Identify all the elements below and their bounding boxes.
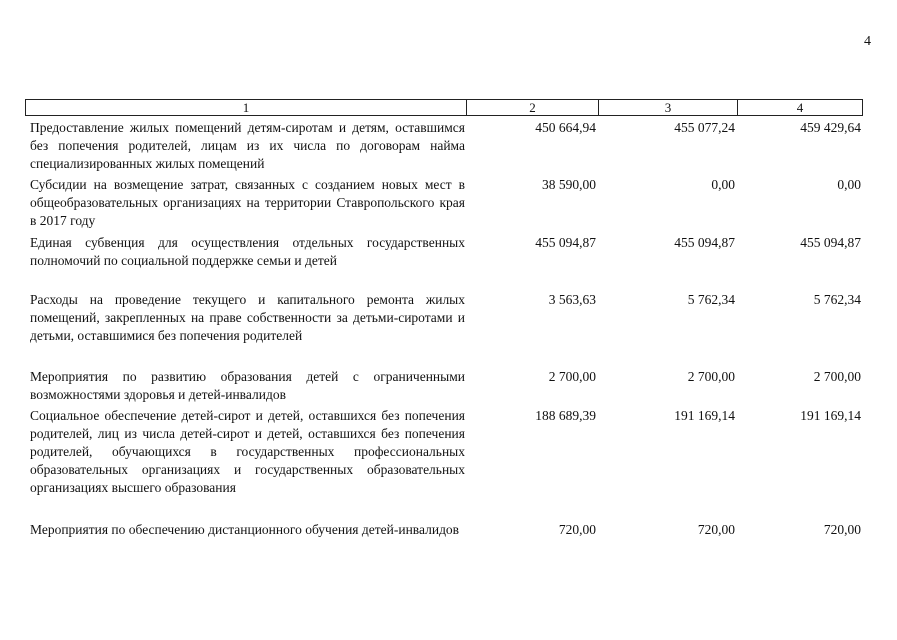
row-value-col-2: 2 700,00	[548, 369, 596, 384]
row-value-col-2: 450 664,94	[535, 120, 596, 135]
row-value-col-2: 38 590,00	[542, 177, 596, 192]
row-description: Мероприятия по обеспечению дистанционного обучения детей-инвалидов	[30, 522, 460, 537]
row-value-col-3: 720,00	[697, 522, 735, 537]
row-value-col-3: 455 094,87	[674, 235, 735, 250]
header-col-1: 1	[242, 100, 250, 115]
row-value-col-3: 191 169,14	[674, 408, 735, 423]
row-description: Единая субвенция для осуществления отдельных государственных полномочий по социальной поддержке семьи и детей	[30, 235, 465, 268]
row-value-col-2: 455 094,87	[535, 235, 596, 250]
row-value-col-4: 2 700,00	[813, 369, 861, 384]
row-value-col-2: 3 563,63	[548, 292, 596, 307]
page-number: 4	[864, 34, 871, 49]
table-header	[25, 99, 863, 116]
header-col-4: 4	[737, 100, 862, 115]
row-value-col-3: 5 762,34	[687, 292, 735, 307]
row-value-col-2: 720,00	[558, 522, 596, 537]
row-description: Субсидии на возмещение затрат, связанных с созданием новых мест в общеобразовательных организациях на территории Ставропольского края в 2017 году	[30, 177, 465, 228]
row-value-col-4: 459 429,64	[800, 120, 861, 135]
row-value-col-4: 191 169,14	[800, 408, 861, 423]
header-col-2: 2	[466, 100, 598, 115]
header-col-3: 3	[598, 100, 737, 115]
row-description: Социальное обеспечение детей-сирот и детей, оставшихся без попечения родителей, лиц из числа детей-сирот и детей, оставшихся без попечения родителей, обучающихся в государственных профессиональных образовательных организациях и государственных образовательных организациях высшего образования	[30, 408, 465, 495]
row-value-col-4: 455 094,87	[800, 235, 861, 250]
row-value-col-3: 455 077,24	[674, 120, 735, 135]
row-description: Расходы на проведение текущего и капитального ремонта жилых помещений, закрепленных на праве собственности за детьми-сиротами и детьми, оставшимися без попечения родителей	[30, 292, 465, 343]
row-description: Предоставление жилых помещений детям-сиротам и детям, оставшимся без попечения родителей, лицам из их числа по договорам найма специализированных жилых помещений	[30, 120, 465, 171]
row-description: Мероприятия по развитию образования детей с ограниченными возможностями здоровья и детей-инвалидов	[30, 369, 465, 402]
row-value-col-3: 2 700,00	[687, 369, 735, 384]
row-value-col-4: 5 762,34	[813, 292, 861, 307]
row-value-col-2: 188 689,39	[535, 408, 596, 423]
row-value-col-4: 0,00	[837, 177, 861, 192]
row-value-col-4: 720,00	[823, 522, 861, 537]
row-value-col-3: 0,00	[711, 177, 735, 192]
